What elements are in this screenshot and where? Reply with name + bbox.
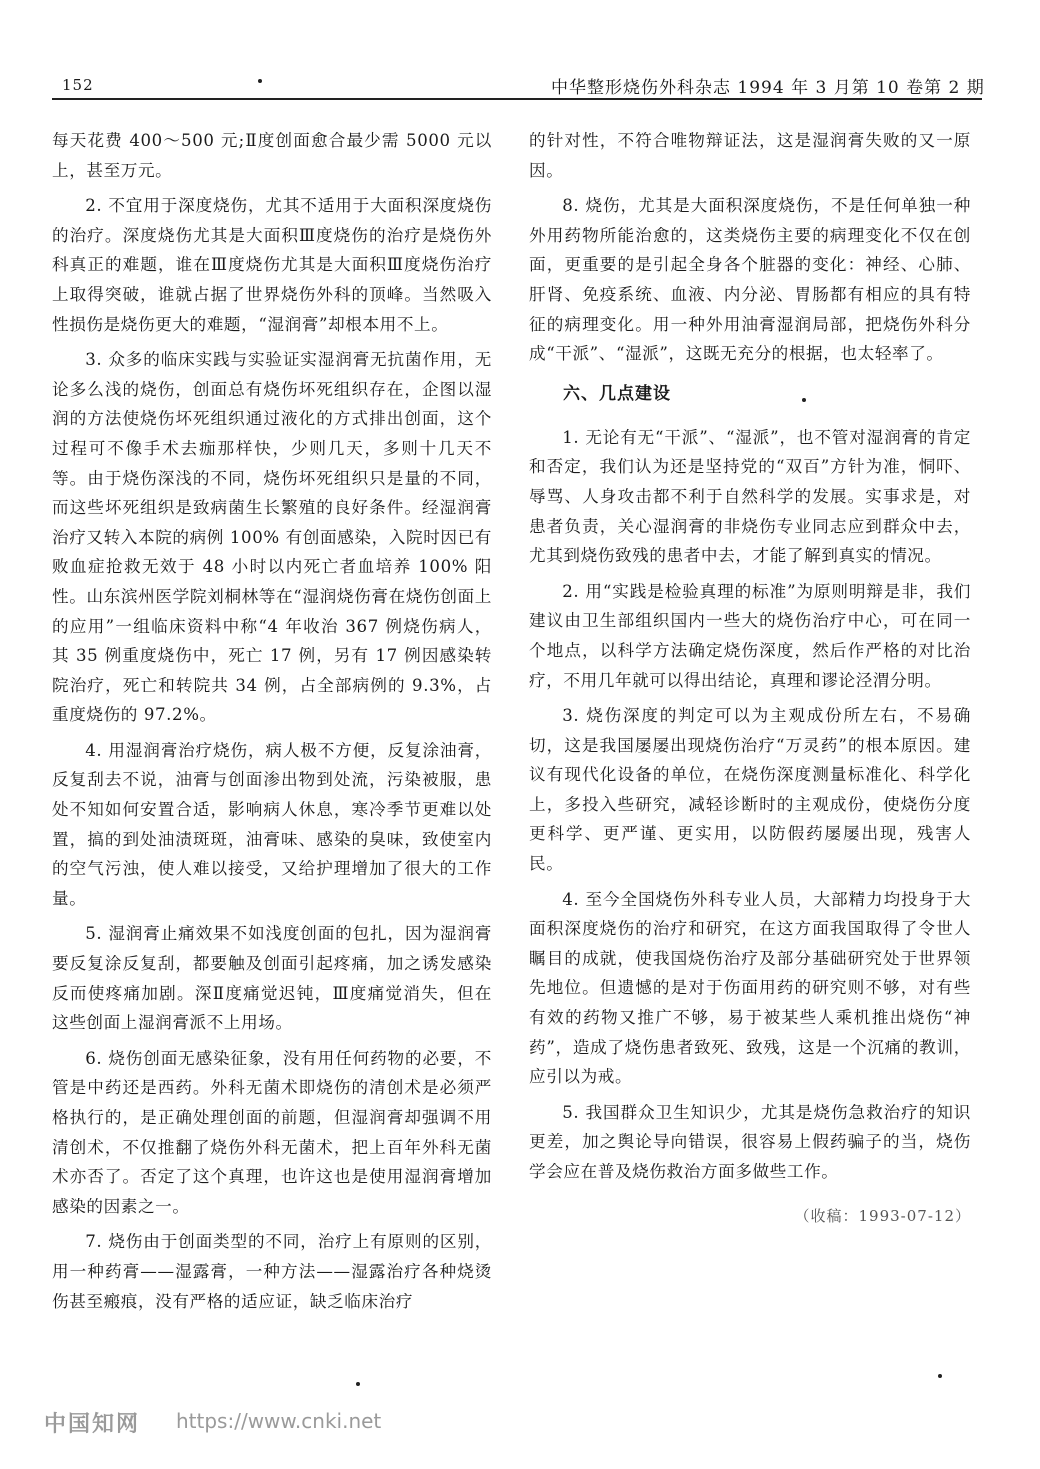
paragraph: 6. 烧伤创面无感染征象，没有用任何药物的必要，不管是中药还是西药。外科无菌术即烧伤的清创术是必须严格执行的，是正确处理创面的前题，但湿润膏却强调不用清创术，不仅推翻了烧伤外科无菌术，把上百年外科无菌术亦否了。否定了这个真理，也许这也是使用湿润膏增加感染的因素之一。 — [52, 1048, 492, 1216]
cnki-url[interactable]: https://www.cnki.net — [176, 1409, 382, 1433]
paragraph: 5. 我国群众卫生知识少，尤其是烧伤急救治疗的知识更差，加之舆论导向错误，很容易上假药骗子的当，烧伤学会应在普及烧伤救治方面多做些工作。 — [529, 1102, 971, 1181]
scan-speck — [938, 1374, 942, 1378]
paragraph: 每天花费 400～500 元;Ⅱ度创面愈合最少需 5000 元以上，甚至万元。 — [52, 131, 492, 180]
paragraph: 1. 无论有无“干派”、“湿派”，也不管对湿润膏的肯定和否定，我们认为还是坚持党的“双百”方针为准，恫吓、辱骂、人身攻击都不利于自然科学的发展。实事求是，对患者负责，关心湿润膏的非烧伤专业同志应到群众中去，尤其到烧伤致残的患者中去，才能了解到真实的情况。 — [529, 427, 971, 566]
scan-speck — [258, 79, 262, 83]
right-column-top — [529, 126, 971, 369]
paragraph: 8. 烧伤，尤其是大面积深度烧伤，不是任何单独一种外用药物所能治愈的，这类烧伤主要的病理变化不仅在创面，更重要的是引起全身各个脏器的变化：神经、心肺、肝肾、免疫系统、血液、内分泌、胃肠都有相应的具有特征的病理变化。用一种外用油膏湿润局部，把烧伤外科分成“干派”、“湿派”，这既无充分的根据，也太轻率了。 — [529, 196, 971, 364]
paragraph: 2. 用“实践是检验真理的标准”为原则明辩是非，我们建议由卫生部组织国内一些大的烧伤治疗中心，可在同一个地点，以科学方法确定烧伤深度，然后作严格的对比治疗，不用几年就可以得出结论，真理和谬论泾渭分明。 — [529, 581, 971, 690]
right-column — [529, 126, 971, 1226]
section-heading: 六、几点建设 — [563, 383, 671, 404]
paragraph: 4. 至今全国烧伤外科专业人员，大部精力均投身于大面积深度烧伤的治疗和研究，在这方面我国取得了令世人瞩目的成就，使我国烧伤治疗及部分基础研究处于世界领先地位。但遗憾的是对于伤面用药的研究则不够，对有些有效的药物又推广不够，易于被某些人乘机推出烧伤“神药”，造成了烧伤患者致死、致残，这是一个沉痛的教训，应引以为戒。 — [529, 889, 971, 1087]
left-column — [52, 126, 492, 1322]
page-number: 152 — [62, 76, 94, 94]
paragraph: 5. 湿润膏止痛效果不如浅度创面的包扎，因为湿润膏要反复涂反复刮，都要触及创面引起疼痛，加之诱发感染反而使疼痛加剧。深Ⅱ度痛觉迟钝，Ⅲ度痛觉消失，但在这些创面上湿润膏派不上用场。 — [52, 924, 492, 1033]
right-column-bottom — [529, 423, 971, 1187]
paragraph: 7. 烧伤由于创面类型的不同，治疗上有原则的区别，用一种药膏——湿露膏，一种方法——湿露治疗各种烧烫伤甚至瘢痕，没有严格的适应证，缺乏临床治疗 — [52, 1232, 492, 1311]
scan-speck — [356, 1382, 360, 1386]
cnki-logo: 中国知网 — [44, 1412, 141, 1437]
journal-header: 中华整形烧伤外科杂志 1994 年 3 月第 10 卷第 2 期 — [551, 78, 985, 98]
paragraph: 的针对性，不符合唯物辩证法，这是湿润膏失败的又一原因。 — [529, 131, 971, 180]
paragraph: 4. 用湿润膏治疗烧伤，病人极不方便，反复涂油膏，反复刮去不说，油膏与创面渗出物到处流，污染被服，患处不知如何安置合适，影响病人休息，寒冷季节更难以处置，搞的到处油渍斑斑，油膏味、感染的臭味，致使室内的空气污浊，使人难以接受，又给护理增加了很大的工作量。 — [52, 740, 492, 908]
paragraph: 3. 烧伤深度的判定可以为主观成份所左右，不易确切，这是我国屡屡出现烧伤治疗“万灵药”的根本原因。建议有现代化设备的单位，在烧伤深度测量标准化、科学化上，多投入些研究，减轻诊断时的主观成份，使烧伤分度更科学、更严谨、更实用，以防假药屡屡出现，残害人民。 — [529, 706, 971, 874]
received-date-note: （收稿：1993-07-12） — [794, 1206, 971, 1225]
header-rule — [52, 98, 982, 100]
paragraph: 2. 不宜用于深度烧伤，尤其不适用于大面积深度烧伤的治疗。深度烧伤尤其是大面积Ⅲ度烧伤的治疗是烧伤外科真正的难题，谁在Ⅲ度烧伤尤其是大面积Ⅲ度烧伤治疗上取得突破，谁就占据了世界烧伤外科的顶峰。当然吸入性损伤是烧伤更大的难题，“湿润膏”却根本用不上。 — [52, 196, 492, 334]
paragraph: 3. 众多的临床实践与实验证实湿润膏无抗菌作用，无论多么浅的烧伤，创面总有烧伤坏死组织存在，企图以湿润的方法使烧伤坏死组织通过液化的方式排出创面，这个过程可不像手术去痂那样快，少则几天，多则十几天不等。由于烧伤深浅的不同，烧伤坏死组织只是量的不同，而这些坏死组织是致病菌生长繁殖的良好条件。经湿润膏治疗又转入本院的病例 100% 有创面感染，入院时因已有败血症抢救无效于 48 小时以内死亡者血培养 100% 阳性。山东滨州医学院刘桐林等在“湿润烧伤膏在烧伤创面上的应用”一组临床资料中称“4 年收治 367 例烧伤病人，其 35 例重度烧伤中，死亡 17 例，另有 17 例因感染转院治疗，死亡和转院共 34 例，占全部病例的 9.3%，占重度烧伤的 97.2%。 — [52, 350, 492, 725]
